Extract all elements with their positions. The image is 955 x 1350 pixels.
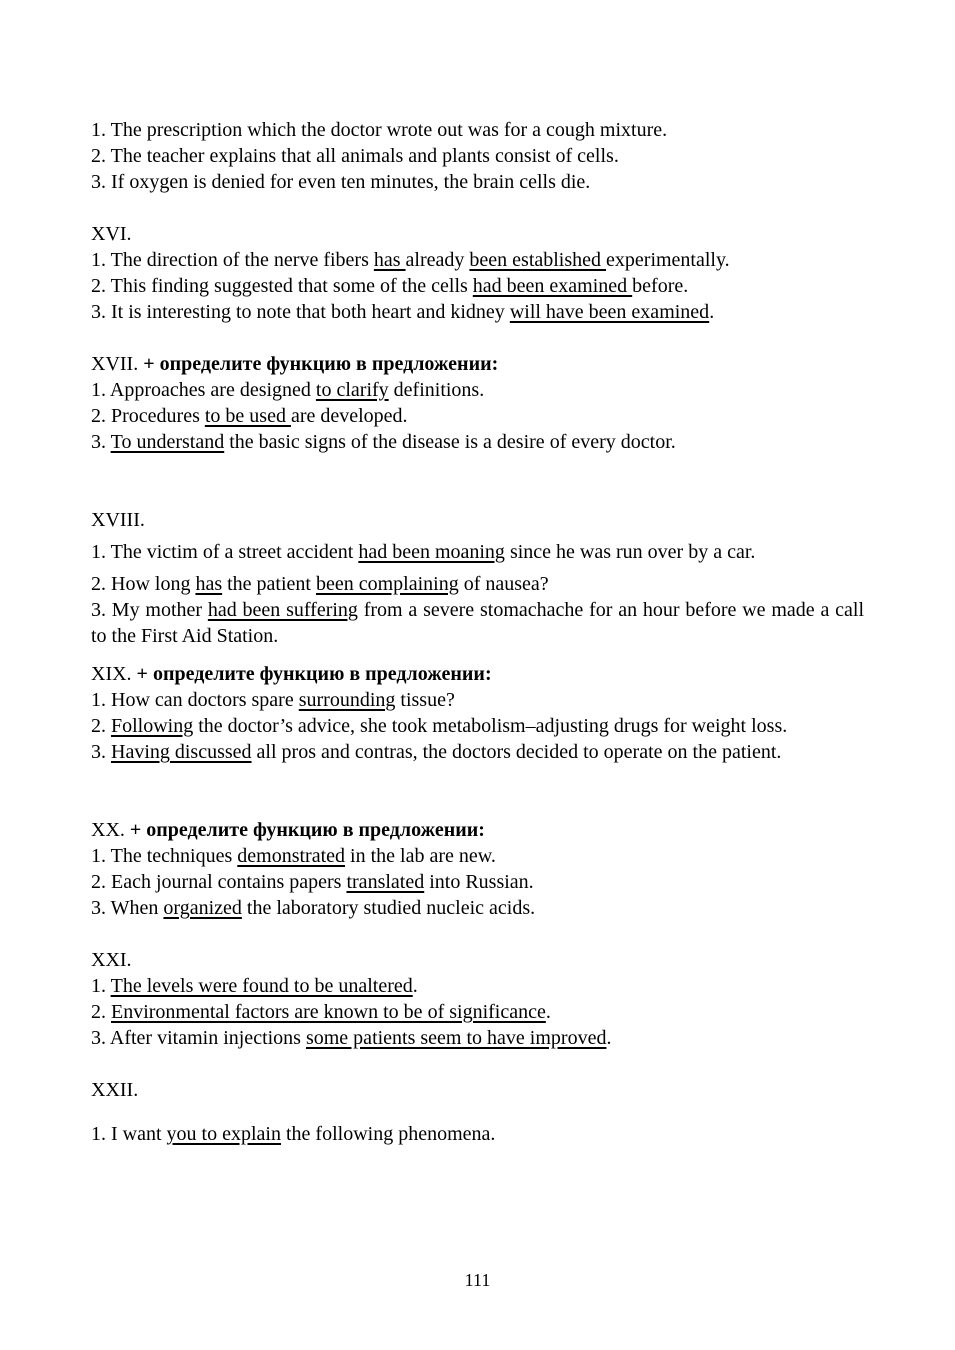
intro-line-2: 2. The teacher explains that all animals and plants consist of cells. (91, 145, 619, 167)
section-xvi-line-3: 3. It is interesting to note that both heart and kidney will have been examined. (91, 301, 715, 323)
section-xix-line-1: 1. How can doctors spare surrounding tissue? (91, 689, 455, 711)
section-xvii-line-2: 2. Procedures to be used are developed. (91, 405, 408, 427)
intro-line-3: 3. If oxygen is denied for even ten minutes, the brain cells die. (91, 171, 591, 193)
section-xvi-title: XVI. (91, 223, 132, 245)
section-xx-title: XX. + определите функцию в предложении: (91, 819, 485, 841)
section-xvi-line-1: 1. The direction of the nerve fibers has already been established experimentally. (91, 249, 730, 271)
page-content (91, 117, 864, 1147)
section-xxi-line-3: 3. After vitamin injections some patients seem to have improved. (91, 1027, 612, 1049)
section-xviii-line-2: 2. How long has the patient been complaining of nausea? (91, 573, 549, 595)
section-xviii-line-1: 1. The victim of a street accident had been moaning since he was run over by a car. (91, 541, 756, 563)
section-xviii-title: XVIII. (91, 509, 145, 531)
page-number: 111 (464, 1270, 491, 1290)
section-xvii-line-3: 3. To understand the basic signs of the disease is a desire of every doctor. (91, 431, 676, 453)
section-xviii-line-3: 3. My mother had been suffering from a severe stomachache for an hour before we made a call to the First Aid Station. (91, 599, 865, 647)
section-xx-line-1: 1. The techniques demonstrated in the lab are new. (91, 845, 496, 867)
section-xxi-line-1: 1. The levels were found to be unaltered. (91, 975, 418, 997)
section-xxii-title: XXII. (91, 1079, 139, 1101)
section-xxi-title: XXI. (91, 949, 132, 971)
section-xx-line-3: 3. When organized the laboratory studied nucleic acids. (91, 897, 536, 919)
section-xvii-line-1: 1. Approaches are designed to clarify definitions. (91, 379, 485, 401)
section-xix-title: XIX. + определите функцию в предложении: (91, 663, 492, 685)
section-xix-line-2: 2. Following the doctor’s advice, she took metabolism–adjusting drugs for weight loss. (91, 715, 788, 737)
section-xxii-line-1: 1. I want you to explain the following phenomena. (91, 1123, 496, 1145)
section-xxi-line-2: 2. Environmental factors are known to be of significance. (91, 1001, 551, 1023)
intro-line-1: 1. The prescription which the doctor wrote out was for a cough mixture. (91, 119, 668, 141)
section-xvi-line-2: 2. This finding suggested that some of the cells had been examined before. (91, 275, 689, 297)
section-xix-line-3: 3. Having discussed all pros and contras, the doctors decided to operate on the patient. (91, 741, 782, 763)
section-xx-line-2: 2. Each journal contains papers translated into Russian. (91, 871, 534, 893)
section-xvii-title: XVII. + определите функцию в предложении: (91, 353, 499, 375)
